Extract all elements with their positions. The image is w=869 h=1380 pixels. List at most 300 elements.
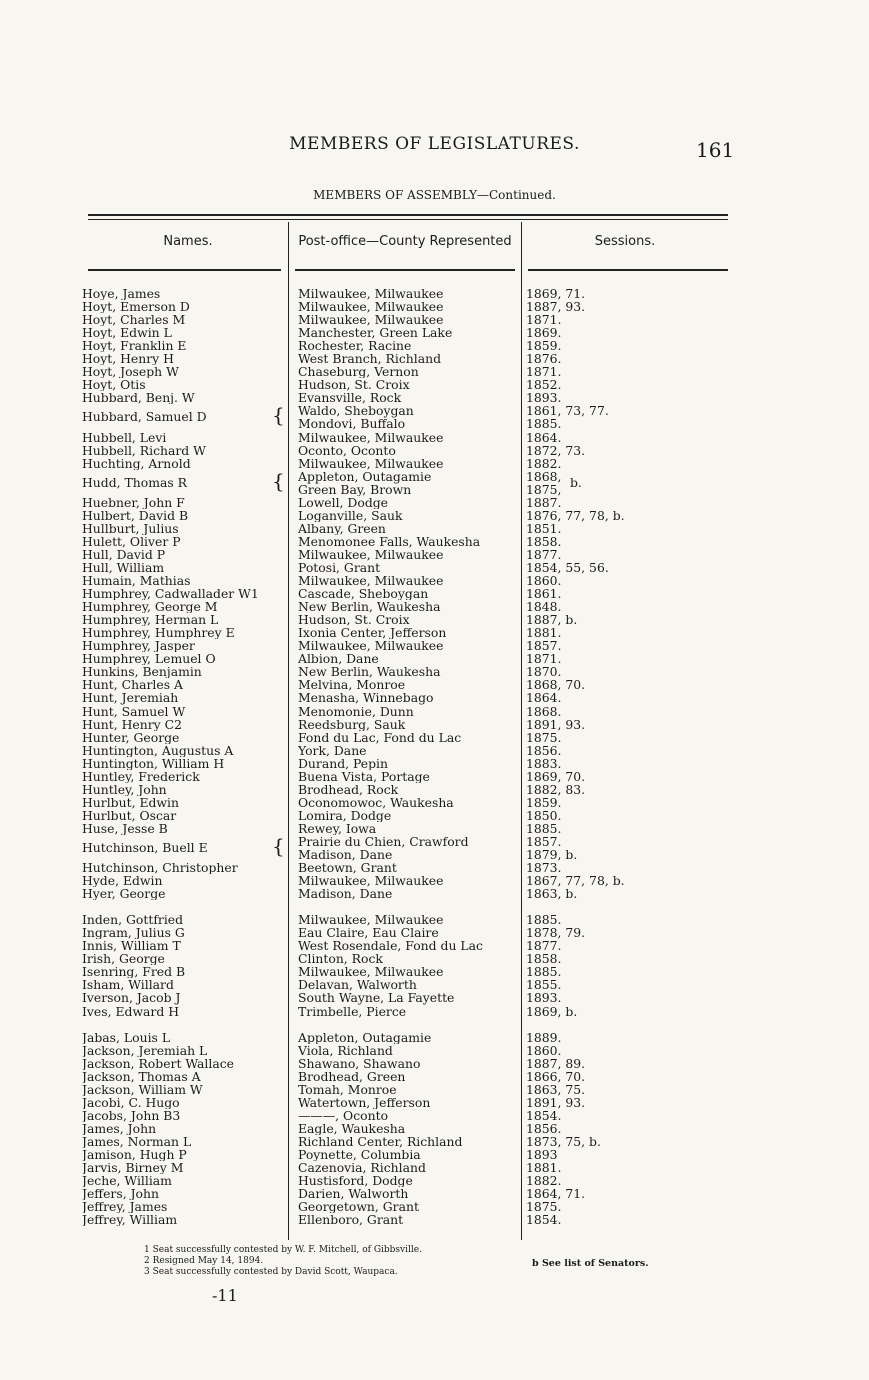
post-office-line: Green Bay, Brown xyxy=(298,481,412,496)
post-office-county xyxy=(298,391,518,404)
table-row xyxy=(82,1057,722,1070)
header-rule-right xyxy=(528,269,728,271)
member-name: Hubbell, Richard W xyxy=(82,443,206,457)
post-office-line: Mondovi, Buffalo xyxy=(298,416,406,431)
session-line: 1885. xyxy=(526,913,562,927)
post-office-line: Fond du Lac, Fond du Lac xyxy=(298,730,462,744)
table-row xyxy=(82,352,722,365)
table-row xyxy=(82,1174,722,1187)
sessions xyxy=(526,913,706,926)
session-line: 1887, 89. xyxy=(526,1056,586,1070)
session-line: 1858. xyxy=(526,952,562,966)
sessions xyxy=(526,300,706,313)
post-office-county xyxy=(298,731,518,744)
member-name: Hoyt, Henry H xyxy=(82,352,174,366)
session-line: 1860. xyxy=(526,574,562,588)
table-row xyxy=(82,313,722,326)
session-line: 1864, 71. xyxy=(526,1187,586,1201)
sessions xyxy=(526,535,706,548)
post-office-line: Cascade, Sheboygan xyxy=(298,587,429,601)
post-office-line: Milwaukee, Milwaukee xyxy=(298,874,444,888)
session-line: 1852. xyxy=(526,378,562,392)
table-row xyxy=(82,339,722,352)
post-office-line: Potosi, Grant xyxy=(298,560,381,575)
table-row xyxy=(82,522,722,535)
session-line: 1887, b. xyxy=(526,613,578,627)
session-line: 1887, 93. xyxy=(526,300,586,314)
member-name: Jeche, William xyxy=(82,1174,172,1188)
post-office-line: Appleton, Outagamie xyxy=(298,469,432,484)
post-office-county xyxy=(298,978,518,991)
post-office-line: Albany, Green xyxy=(298,521,386,535)
sessions xyxy=(526,1031,706,1044)
post-office-line: Prairie du Chien, Crawford xyxy=(298,834,469,849)
post-office-line: Appleton, Outagamie xyxy=(298,1030,432,1044)
post-office-county xyxy=(298,1005,518,1018)
post-office-line: Rochester, Racine xyxy=(298,339,412,353)
post-office-line: Lomira, Dodge xyxy=(298,808,392,822)
session-line: 1876, 77, 78, b. xyxy=(526,508,625,522)
table-row xyxy=(82,1213,722,1226)
table-row xyxy=(82,1122,722,1135)
table-row xyxy=(82,887,722,900)
column-header-names: Names. xyxy=(163,234,213,249)
table-row xyxy=(82,1135,722,1148)
post-office-county xyxy=(298,600,518,613)
member-name: Hoyt, Joseph W xyxy=(82,365,179,379)
sessions xyxy=(526,757,706,770)
brace-icon: { xyxy=(272,468,285,493)
table-row xyxy=(82,783,722,796)
sessions xyxy=(526,652,706,665)
member-name: Humphrey, Cadwallader W1 xyxy=(82,587,259,601)
table-row xyxy=(82,926,722,939)
post-office-county xyxy=(298,431,518,444)
session-line: 1881. xyxy=(526,1161,562,1175)
session-line: 1869. xyxy=(526,326,562,340)
member-name: Ingram, Julius G xyxy=(82,926,185,940)
member-name: Huse, Jesse B xyxy=(82,821,168,835)
post-office-line: Madison, Dane xyxy=(298,887,393,901)
post-office-county xyxy=(298,404,518,430)
session-line: 1868, 70. xyxy=(526,678,586,692)
sessions xyxy=(526,587,706,600)
member-name: Hull, William xyxy=(82,560,165,575)
post-office-county xyxy=(298,1083,518,1096)
member-name: Hubbard, Benj. W xyxy=(82,391,195,405)
member-name: Innis, William T xyxy=(82,939,181,953)
session-line: 1893. xyxy=(526,391,562,405)
post-office-county xyxy=(298,991,518,1004)
table-row xyxy=(82,404,722,430)
post-office-line: New Berlin, Waukesha xyxy=(298,665,441,679)
sessions xyxy=(526,1005,706,1018)
post-office-line: Hudson, St. Croix xyxy=(298,378,410,392)
session-line: 1873. xyxy=(526,861,562,875)
sessions xyxy=(526,626,706,639)
post-office-line: Hudson, St. Croix xyxy=(298,613,410,627)
post-office-county xyxy=(298,1122,518,1135)
post-office-line: Delavan, Walworth xyxy=(298,978,417,992)
post-office-county xyxy=(298,313,518,326)
post-office-county xyxy=(298,1161,518,1174)
session-line: 1859. xyxy=(526,339,562,353)
post-office-county xyxy=(298,926,518,939)
sessions xyxy=(526,770,706,783)
footnote-3: 3 Seat successfully contested by David Scott, Waupaca. xyxy=(144,1267,398,1277)
table-row xyxy=(82,378,722,391)
footnote-2: 2 Resigned May 14, 1894. xyxy=(144,1256,264,1266)
member-name: Inden, Gottfried xyxy=(82,913,184,927)
post-office-county xyxy=(298,326,518,339)
post-office-line: Milwaukee, Milwaukee xyxy=(298,913,444,927)
table-row xyxy=(82,600,722,613)
post-office-line: Cazenovia, Richland xyxy=(298,1161,426,1175)
sessions xyxy=(526,613,706,626)
session-line: 1854. xyxy=(526,1213,562,1227)
top-rule-2 xyxy=(88,219,728,220)
member-name: Humain, Mathias xyxy=(82,574,191,588)
sessions xyxy=(526,822,706,835)
member-name: Huebner, John F xyxy=(82,495,185,509)
page-title: MEMBERS OF LEGISLATURES. xyxy=(289,134,580,154)
sessions xyxy=(526,365,706,378)
session-line: 1854, 55, 56. xyxy=(526,560,609,575)
table-row xyxy=(82,731,722,744)
post-office-county xyxy=(298,874,518,887)
table-row xyxy=(82,574,722,587)
post-office-line: Milwaukee, Milwaukee xyxy=(298,287,444,301)
sessions xyxy=(526,796,706,809)
sessions xyxy=(526,835,706,861)
sessions xyxy=(526,783,706,796)
table-row xyxy=(82,678,722,691)
sessions xyxy=(526,665,706,678)
post-office-county xyxy=(298,861,518,874)
session-line: 1860. xyxy=(526,1043,562,1057)
session-line: 1869, 71. xyxy=(526,287,586,301)
member-name: Hoyt, Charles M xyxy=(82,313,186,327)
session-line: 1879, b. xyxy=(526,847,578,862)
sessions xyxy=(526,691,706,704)
session-line: 1875, xyxy=(526,481,562,496)
post-office-county xyxy=(298,705,518,718)
post-office-line: Lowell, Dodge xyxy=(298,495,389,509)
post-office-county xyxy=(298,365,518,378)
member-name: Hurlbut, Edwin xyxy=(82,795,179,809)
sessions xyxy=(526,1148,706,1161)
session-line: 1871. xyxy=(526,313,562,327)
session-line: 1851. xyxy=(526,521,562,535)
post-office-county xyxy=(298,561,518,574)
sessions xyxy=(526,470,706,496)
member-name: Hutchinson, Buell E xyxy=(82,840,208,855)
session-line: 1867, 77, 78, b. xyxy=(526,874,625,888)
assembly-members-table xyxy=(82,287,722,1226)
table-row xyxy=(82,1083,722,1096)
table-row xyxy=(82,691,722,704)
sessions xyxy=(526,404,706,430)
sessions xyxy=(526,1200,706,1213)
sessions xyxy=(526,718,706,731)
table-row xyxy=(82,391,722,404)
table-row xyxy=(82,991,722,1004)
session-line: 1855. xyxy=(526,978,562,992)
table-row xyxy=(82,809,722,822)
session-line: 1858. xyxy=(526,534,562,548)
post-office-county xyxy=(298,1187,518,1200)
session-line: 1861, 73, 77. xyxy=(526,404,609,419)
session-line: 1891, 93. xyxy=(526,717,586,731)
member-name: Hyer, George xyxy=(82,887,166,901)
post-office-line: Shawano, Shawano xyxy=(298,1056,421,1070)
session-line: 1893. xyxy=(526,991,562,1005)
sessions xyxy=(526,431,706,444)
session-line: 1859. xyxy=(526,795,562,809)
member-name: Huntley, Frederick xyxy=(82,769,200,783)
table-row xyxy=(82,1044,722,1057)
post-office-line: Beetown, Grant xyxy=(298,861,397,875)
member-name: Humphrey, Jasper xyxy=(82,639,195,653)
table-row xyxy=(82,561,722,574)
sessions xyxy=(526,1122,706,1135)
session-line: 1850. xyxy=(526,808,562,822)
session-line: 1857. xyxy=(526,639,562,653)
post-office-county xyxy=(298,678,518,691)
sessions xyxy=(526,352,706,365)
page-number: 161 xyxy=(696,138,735,162)
member-name: Hull, David P xyxy=(82,547,166,561)
member-name: Humphrey, Humphrey E xyxy=(82,626,235,640)
sessions xyxy=(526,1161,706,1174)
member-name: Hullburt, Julius xyxy=(82,521,179,535)
post-office-line: Chaseburg, Vernon xyxy=(298,365,419,379)
session-line: 1875. xyxy=(526,730,562,744)
column-header-post-office: Post-office—County Represented xyxy=(298,234,512,249)
sessions xyxy=(526,952,706,965)
post-office-line: Watertown, Jefferson xyxy=(298,1095,431,1109)
post-office-county xyxy=(298,887,518,900)
table-row xyxy=(82,978,722,991)
member-name: Jarvis, Birney M xyxy=(82,1161,184,1175)
post-office-line: Rewey, Iowa xyxy=(298,821,377,835)
senators-note: b See list of Senators. xyxy=(532,1258,649,1269)
member-name: Jeffers, John xyxy=(82,1187,159,1201)
post-office-line: Poynette, Columbia xyxy=(298,1148,421,1162)
session-line: 1868. xyxy=(526,704,562,718)
sessions xyxy=(526,378,706,391)
table-row xyxy=(82,939,722,952)
member-name: Jacobs, John B3 xyxy=(82,1108,181,1122)
post-office-county xyxy=(298,1057,518,1070)
table-row xyxy=(82,757,722,770)
post-office-county xyxy=(298,835,518,861)
table-row xyxy=(82,457,722,470)
post-office-county xyxy=(298,665,518,678)
session-line: 1857. xyxy=(526,834,562,849)
session-line: 1866, 70. xyxy=(526,1069,586,1083)
post-office-county xyxy=(298,822,518,835)
signature-mark: -11 xyxy=(212,1286,238,1305)
session-line: 1870. xyxy=(526,665,562,679)
session-line: 1882. xyxy=(526,1174,562,1188)
member-name: Jeffrey, James xyxy=(82,1200,168,1214)
session-line: 1856. xyxy=(526,743,562,757)
member-name: Huntington, Augustus A xyxy=(82,743,234,757)
post-office-line: Milwaukee, Milwaukee xyxy=(298,300,444,314)
table-row xyxy=(82,470,722,496)
table-row xyxy=(82,822,722,835)
post-office-county xyxy=(298,1044,518,1057)
footnote-1: 1 Seat successfully contested by W. F. Mitchell, of Gibbsville. xyxy=(144,1245,422,1255)
post-office-county xyxy=(298,626,518,639)
member-name: Jackson, William W xyxy=(82,1082,203,1096)
post-office-line: West Rosendale, Fond du Lac xyxy=(298,939,483,953)
table-row xyxy=(82,1070,722,1083)
post-office-county xyxy=(298,548,518,561)
post-office-line: Eagle, Waukesha xyxy=(298,1121,406,1135)
table-row xyxy=(82,796,722,809)
post-office-line: Reedsburg, Sauk xyxy=(298,717,406,731)
sessions xyxy=(526,457,706,470)
post-office-line: Milwaukee, Milwaukee xyxy=(298,574,444,588)
member-name: Jackson, Thomas A xyxy=(82,1069,201,1083)
sessions xyxy=(526,287,706,300)
brace-icon: { xyxy=(272,403,285,428)
post-office-county xyxy=(298,574,518,587)
sessions xyxy=(526,874,706,887)
post-office-line: Richland Center, Richland xyxy=(298,1134,463,1148)
table-row xyxy=(82,300,722,313)
post-office-county xyxy=(298,1031,518,1044)
session-line: 1889. xyxy=(526,1030,562,1044)
member-name: Hoye, James xyxy=(82,287,161,301)
session-line: 1869, b. xyxy=(526,1004,578,1018)
post-office-line: South Wayne, La Fayette xyxy=(298,991,455,1005)
post-office-county xyxy=(298,339,518,352)
post-office-line: Madison, Dane xyxy=(298,847,393,862)
sessions xyxy=(526,639,706,652)
post-office-line: Milwaukee, Milwaukee xyxy=(298,430,444,444)
sessions xyxy=(526,705,706,718)
post-office-line: Eau Claire, Eau Claire xyxy=(298,926,439,940)
session-line: 1877. xyxy=(526,939,562,953)
post-office-line: Albion, Dane xyxy=(298,652,379,666)
member-name: Hudd, Thomas R xyxy=(82,475,187,489)
sessions xyxy=(526,574,706,587)
post-office-line: Milwaukee, Milwaukee xyxy=(298,639,444,653)
member-name: Jacobi, C. Hugo xyxy=(82,1095,180,1109)
sessions xyxy=(526,1096,706,1109)
session-line: 1883. xyxy=(526,756,562,770)
member-name: Isenring, Fred B xyxy=(82,965,186,979)
session-line: 1885. xyxy=(526,416,562,431)
sessions xyxy=(526,509,706,522)
member-name: Jackson, Jeremiah L xyxy=(82,1043,208,1057)
session-line: 1893 xyxy=(526,1148,558,1162)
top-rule-1 xyxy=(88,214,728,216)
session-line: 1877. xyxy=(526,547,562,561)
table-row xyxy=(82,744,722,757)
member-name: Hyde, Edwin xyxy=(82,874,163,888)
post-office-county xyxy=(298,691,518,704)
member-name: Hoyt, Edwin L xyxy=(82,326,172,340)
post-office-line: Trimbelle, Pierce xyxy=(298,1004,407,1018)
session-line: 1885. xyxy=(526,821,562,835)
session-line: 1864. xyxy=(526,691,562,705)
sessions xyxy=(526,339,706,352)
table-row xyxy=(82,613,722,626)
post-office-county xyxy=(298,1200,518,1213)
table-row xyxy=(82,770,722,783)
session-line: 1854. xyxy=(526,1108,562,1122)
post-office-line: West Branch, Richland xyxy=(298,352,441,366)
sessions xyxy=(526,744,706,757)
member-name: Huchting, Arnold xyxy=(82,456,191,470)
table-row xyxy=(82,952,722,965)
sessions xyxy=(526,965,706,978)
post-office-line: Darien, Walworth xyxy=(298,1187,409,1201)
member-name: Humphrey, Lemuel O xyxy=(82,652,216,666)
sessions xyxy=(526,731,706,744)
table-row xyxy=(82,718,722,731)
post-office-line: Ixonia Center, Jefferson xyxy=(298,626,447,640)
post-office-line: ———, Oconto xyxy=(298,1108,389,1122)
member-name: Hutchinson, Christopher xyxy=(82,861,238,875)
session-line: 1891, 93. xyxy=(526,1095,586,1109)
member-name: Hoyt, Emerson D xyxy=(82,300,190,314)
member-name: Ives, Edward H xyxy=(82,1004,180,1018)
table-row xyxy=(82,548,722,561)
table-row xyxy=(82,326,722,339)
table-row xyxy=(82,639,722,652)
table-row xyxy=(82,1200,722,1213)
post-office-line: Loganville, Sauk xyxy=(298,508,403,522)
post-office-line: Evansville, Rock xyxy=(298,391,402,405)
session-line: 1876. xyxy=(526,352,562,366)
sessions xyxy=(526,861,706,874)
post-office-line: Brodhead, Rock xyxy=(298,782,399,796)
post-office-line: Milwaukee, Milwaukee xyxy=(298,547,444,561)
post-office-line: Milwaukee, Milwaukee xyxy=(298,456,444,470)
sessions xyxy=(526,1057,706,1070)
session-line: 1882, 83. xyxy=(526,782,586,796)
table-row xyxy=(82,861,722,874)
sessions xyxy=(526,678,706,691)
sessions xyxy=(526,391,706,404)
member-name: Hunt, Samuel W xyxy=(82,704,186,718)
post-office-county xyxy=(298,639,518,652)
session-note: b. xyxy=(570,474,582,490)
sessions xyxy=(526,326,706,339)
post-office-line: Menomonie, Dunn xyxy=(298,704,414,718)
post-office-county xyxy=(298,378,518,391)
session-line: 1869, 70. xyxy=(526,769,586,783)
member-name: Hunt, Jeremiah xyxy=(82,691,179,705)
post-office-county xyxy=(298,1148,518,1161)
table-row xyxy=(82,705,722,718)
post-office-county xyxy=(298,470,518,496)
post-office-line: Georgetown, Grant xyxy=(298,1200,419,1214)
table-row xyxy=(82,509,722,522)
post-office-county xyxy=(298,757,518,770)
session-line: 1873, 75, b. xyxy=(526,1134,601,1148)
post-office-line: Clinton, Rock xyxy=(298,952,383,966)
sessions xyxy=(526,548,706,561)
post-office-county xyxy=(298,1070,518,1083)
table-row xyxy=(82,1109,722,1122)
session-line: 1863, b. xyxy=(526,887,578,901)
